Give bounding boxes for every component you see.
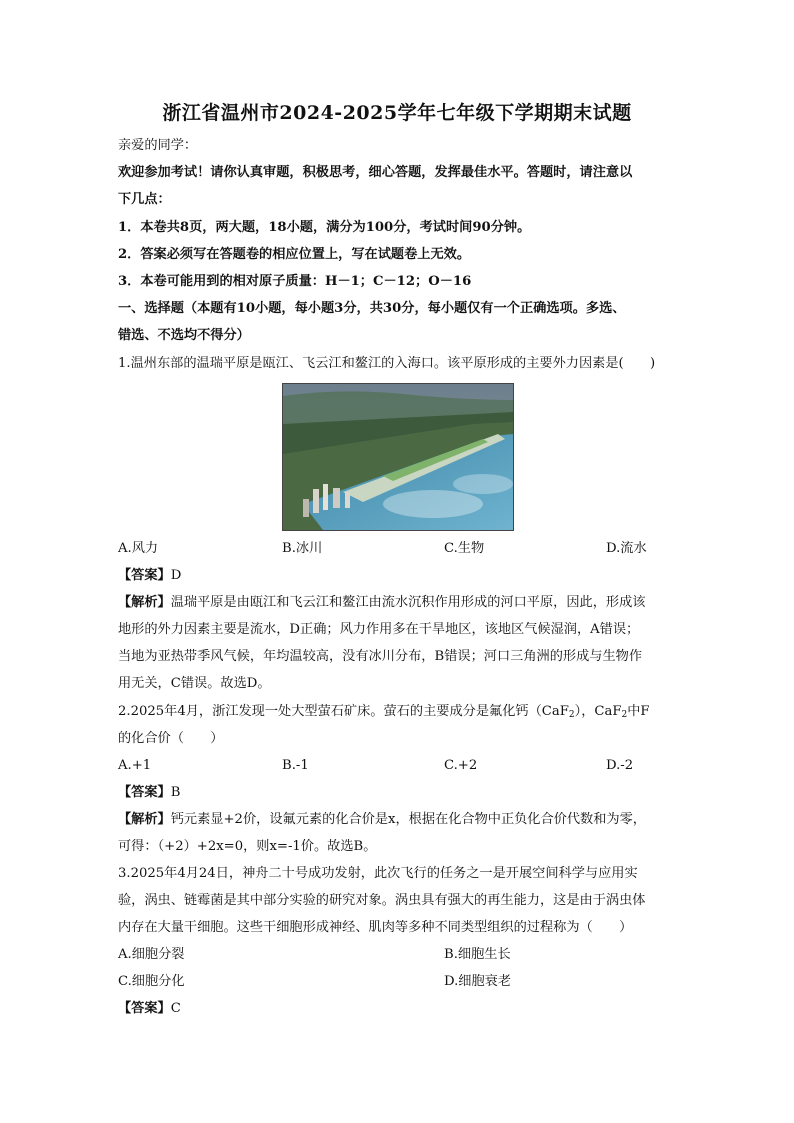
q3-option-d: D.细胞衰老 bbox=[444, 974, 512, 989]
answer-value: C bbox=[170, 1001, 181, 1016]
q3-option-c: C.细胞分化 bbox=[118, 974, 185, 989]
note-2: 2．答案必须写在答题卷的相应位置上，写在试题卷上无效。 bbox=[118, 247, 471, 262]
q1-answer bbox=[118, 567, 678, 584]
q3-stem-line-3: 内存在大量干细胞。这些干细胞形成神经、肌肉等多种不同类型组织的过程称为（ ） bbox=[118, 920, 633, 935]
q2-subscript: 2 bbox=[568, 710, 575, 720]
q2-subscript: 2 bbox=[621, 710, 628, 720]
section-heading-1: 一、选择题（本题有10小题，每小题3分，共30分，每小题仅有一个正确选项。多选、 bbox=[118, 301, 626, 316]
answer-value: D bbox=[170, 568, 182, 583]
analysis-text: 温瑞平原是由瓯江和飞云江和鳌江由流水沉积作用形成的河口平原，因此，形成该 bbox=[170, 595, 646, 610]
section-heading-2: 错选、不选均不得分） bbox=[118, 328, 250, 343]
q3-option-a: A.细胞分裂 bbox=[118, 947, 185, 962]
q2-option-a: A.+1 bbox=[118, 758, 152, 773]
q3-answer bbox=[118, 1000, 678, 1017]
greeting: 亲爱的同学： bbox=[118, 138, 198, 153]
answer-value: B bbox=[170, 785, 181, 800]
q2-stem-part: ），CaF bbox=[574, 704, 622, 719]
q2-analysis-line-1 bbox=[118, 811, 678, 828]
intro-line-1: 欢迎参加考试！请你认真审题，积极思考，细心答题，发挥最佳水平。答题时，请注意以 bbox=[118, 165, 633, 180]
q1-stem: 1.温州东部的温瑞平原是瓯江、飞云江和鳌江的入海口。该平原形成的主要外力因素是( ) bbox=[118, 356, 656, 371]
q1-analysis-line-2: 地形的外力因素主要是流水，D正确；风力作用多在干旱地区，该地区气候湿润，A错误； bbox=[118, 622, 640, 637]
q1-option-c: C.生物 bbox=[444, 541, 485, 556]
q2-stem-line-2: 的化合价（ ） bbox=[118, 731, 224, 746]
q2-option-b: B.-1 bbox=[282, 758, 309, 773]
q3-stem-line-1: 3.2025年4月24日，神舟二十号成功发射，此次飞行的任务之一是开展空间科学与应用实 bbox=[118, 866, 638, 881]
q3-stem-line-2: 验，涡虫、链霉菌是其中部分实验的研究对象。涡虫具有强大的再生能力，这是由于涡虫体 bbox=[118, 893, 646, 908]
q1-analysis-line-4: 用无关，C错误。故选D。 bbox=[118, 676, 271, 691]
q2-stem-part: 2.2025年4月，浙江发现一处大型萤石矿床。萤石的主要成分是氟化钙（CaF bbox=[118, 704, 569, 719]
q2-option-d: D.-2 bbox=[606, 758, 634, 773]
answer-label: 【答案】 bbox=[118, 1001, 171, 1016]
answer-label: 【答案】 bbox=[118, 785, 171, 800]
q2-answer bbox=[118, 784, 678, 801]
analysis-label: 【解析】 bbox=[118, 595, 171, 610]
q1-aerial-photo bbox=[282, 383, 514, 531]
answer-label: 【答案】 bbox=[118, 568, 171, 583]
analysis-text: 钙元素显+2价，设氟元素的化合价是x，根据在化合物中正负化合价代数和为零， bbox=[170, 812, 646, 827]
q2-analysis-line-2: 可得：（+2）+2x=0，则x=-1价。故选B。 bbox=[118, 839, 377, 854]
q2-option-c: C.+2 bbox=[444, 758, 478, 773]
note-1: 1．本卷共8页，两大题，18小题，满分为100分，考试时间90分钟。 bbox=[118, 220, 531, 235]
q1-option-b: B.冰川 bbox=[282, 541, 323, 556]
q1-analysis-line-1 bbox=[118, 594, 678, 611]
aerial-plain-image bbox=[283, 384, 513, 530]
intro-line-2: 下几点： bbox=[118, 192, 171, 207]
q1-analysis-line-3: 当地为亚热带季风气候，年均温较高，没有冰川分布，B错误；河口三角洲的形成与生物作 bbox=[118, 649, 642, 664]
page-title: 浙江省温州市2024-2025学年七年级下学期期末试题 bbox=[162, 102, 632, 124]
q2-stem-part: 中F bbox=[627, 704, 650, 719]
q1-option-a: A.风力 bbox=[118, 541, 159, 556]
q1-option-d: D.流水 bbox=[606, 541, 647, 556]
note-3: 3．本卷可能用到的相对原子质量：H－1；C－12；O－16 bbox=[118, 274, 472, 289]
analysis-label: 【解析】 bbox=[118, 812, 171, 827]
q2-stem-line-1 bbox=[118, 703, 678, 720]
q3-option-b: B.细胞生长 bbox=[444, 947, 511, 962]
